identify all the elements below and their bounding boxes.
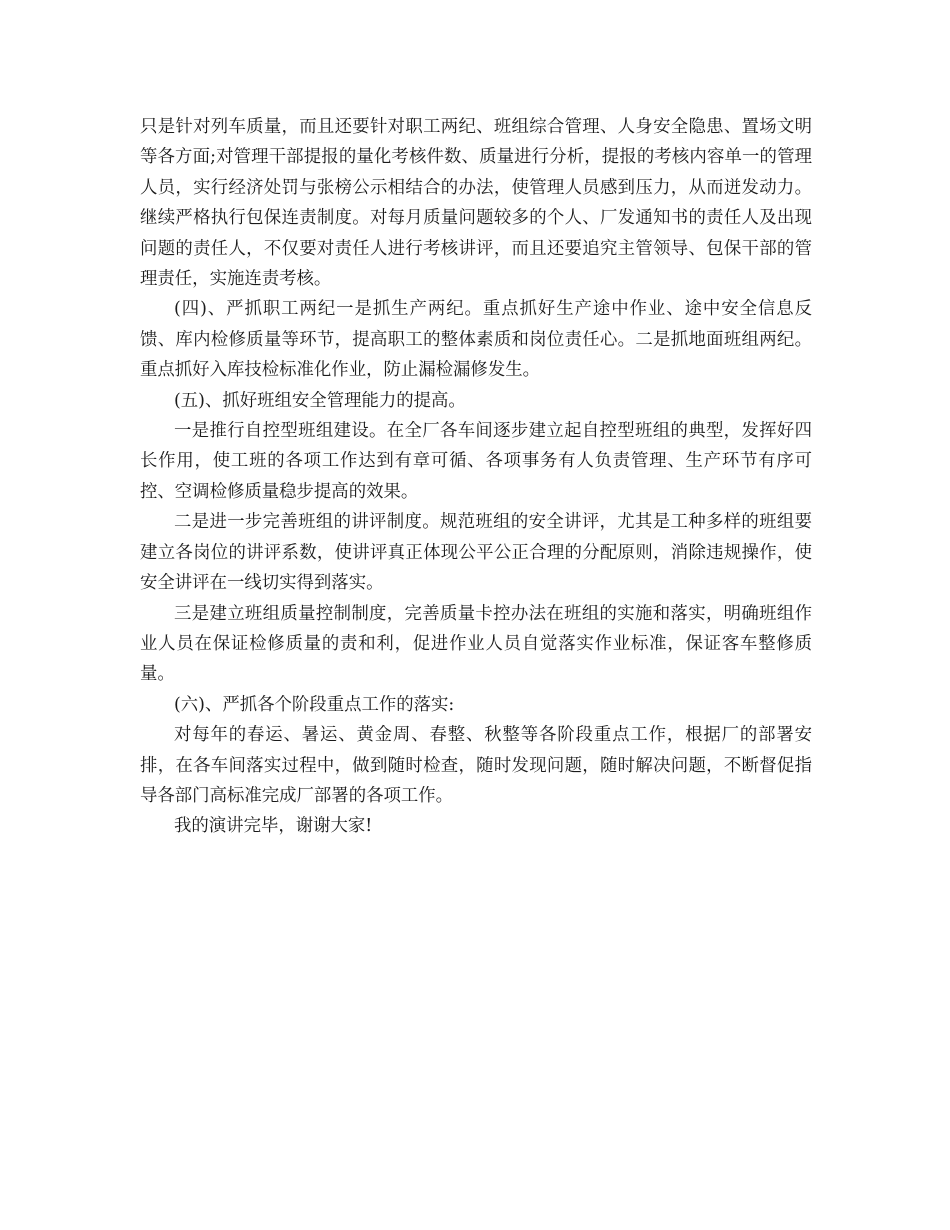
paragraph-item-one: 一是推行自控型班组建设。在全厂各车间逐步建立起自控型班组的典型，发挥好四长作用，使工班的各项工作达到有章可循、各项事务有人负责管理、生产环节有序可控、空调检修质量稳步提高的效果。 bbox=[140, 421, 812, 502]
paragraph-section-four: (四)、严抓职工两纪一是抓生产两纪。重点抓好生产途中作业、途中安全信息反馈、库内检修质量等环节，提高职工的整体素质和岗位责任心。二是抓地面班组两纪。重点抓好入库技检标准化作业，防止漏检漏修发生。 bbox=[140, 299, 812, 381]
paragraph-section-six-heading: (六)、严抓各个阶段重点工作的落实: bbox=[174, 694, 455, 715]
paragraph-item-three: 三是建立班组质量控制制度，完善质量卡控办法在班组的实施和落实，明确班组作业人员在保证检修质量的责和利，促进作业人员自觉落实作业标准，保证客车整修质量。 bbox=[140, 603, 812, 685]
paragraph-section-five-heading: (五)、抓好班组安全管理能力的提高。 bbox=[174, 390, 466, 411]
paragraph-section-six-body: 对每年的春运、暑运、黄金周、春整、秋整等各阶段重点工作，根据厂的部署安排，在各车间落实过程中，做到随时检查，随时发现问题，随时解决问题，不断督促指导各部门高标准完成厂部署的各项工作。 bbox=[140, 725, 812, 806]
paragraph-closing: 我的演讲完毕，谢谢大家! bbox=[174, 816, 373, 837]
document-body bbox=[140, 112, 812, 842]
paragraph-item-two: 二是进一步完善班组的讲评制度。规范班组的安全讲评，尤其是工种多样的班组要建立各岗位的讲评系数，使讲评真正体现公平公正合理的分配原则，消除违规操作，使安全讲评在一线切实得到落实。 bbox=[140, 512, 812, 594]
paragraph-continuation: 只是针对列车质量，而且还要针对职工两纪、班组综合管理、人身安全隐患、置场文明等各方面;对管理干部提报的量化考核件数、质量进行分析，提报的考核内容单一的管理人员，实行经济处罚与张榜公示相结合的办法，使管理人员感到压力，从而迸发动力。继续严格执行包保连责制度。对每月质量问题较多的个人、厂发通知书的责任人及出现问题的责任人，不仅要对责任人进行考核讲评，而且还要追究主管领导、包保干部的管理责任，实施连责考核。 bbox=[140, 117, 812, 290]
